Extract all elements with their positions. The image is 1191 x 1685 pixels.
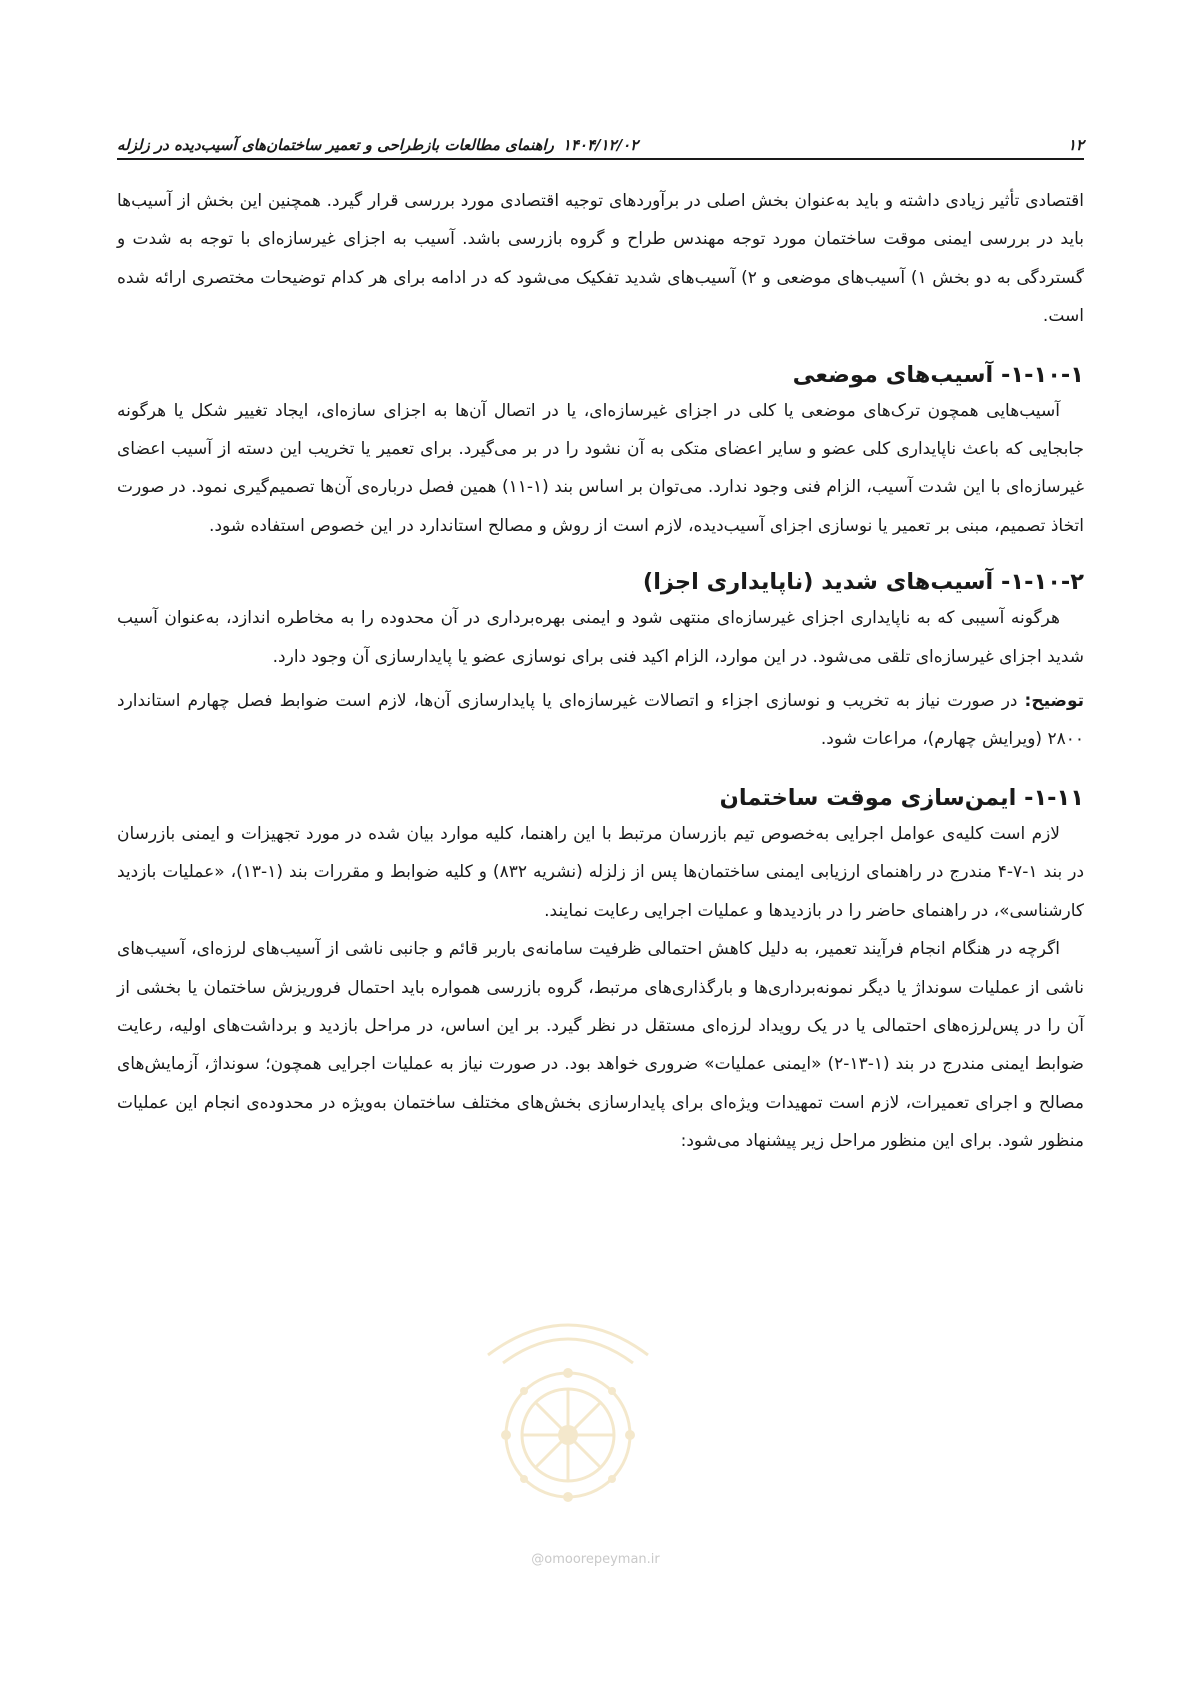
seal-logo-icon [448, 1285, 688, 1515]
running-header [117, 132, 1084, 160]
temporary-safety-paragraph-1: لازم است کلیه‌ی عوامل اجرایی به‌خصوص تیم بازرسان مرتبط با این راهنما، کلیه موارد بیان شده در مورد تجهیزات و ایمنی بازرسان در بند ۱-۷-۴ مندرج در راهنمای ارزیابی ایمنی ساختمان‌ها پس از زلزله (نشریه ۸۳۲) و کلیه ضوابط و مقررات بند (۱-۱۳)، «عملیات بازدید کارشناسی»، در راهنمای حاضر را در بازدیدها و عملیات اجرایی رعایت نمایند. [117, 823, 1085, 921]
note-label: توضیح: [1024, 691, 1084, 712]
section-heading-temporary-safety: ۱-۱۱- ایمن‌سازی موقت ساختمان [719, 784, 1084, 811]
watermark-url: @omoorepeyman.ir [531, 1552, 660, 1567]
severe-damage-paragraph: هرگونه آسیبی که به ناپایداری اجزای غیرسازه‌ای منتهی شود و ایمنی بهره‌برداری در آن محدوده را به مخاطره اندازد، به‌عنوان آسیب شدید اجزای غیرسازه‌ای تلقی می‌شود. در این موارد، الزام اکید فنی برای نوسازی عضو یا پایدارسازی آن وجود دارد. [117, 608, 1084, 667]
local-damage-paragraph: آسیب‌هایی همچون ترک‌های موضعی یا کلی در اجزای غیرسازه‌ای، یا در اتصال آن‌ها به اجزای سازه‌ای، ایجاد تغییر شکل یا هرگونه جابجایی که باعث ناپایداری کلی عضو و سایر اعضای متکی به آن نشود را در بر می‌گیرد. برای تعمیر یا تخریب این دسته از آسیب اعضای غیرسازه‌ای با این شدت آسیب، الزام فنی وجود ندارد. می‌توان بر اساس بند (۱-۱۱) همین فصل درباره‌ی آن‌ها تصمیم‌گیری نمود. در صورت اتخاذ تصمیم، مبنی بر تعمیر یا نوسازی اجزای آسیب‌دیده، لازم است از روش و مصالح استاندارد در این خصوص استفاده شود. [117, 400, 1084, 536]
temporary-safety-paragraph-2: اگرچه در هنگام انجام فرآیند تعمیر، به دلیل کاهش احتمالی ظرفیت سامانه‌ی باربر قائم و جانبی ناشی از آسیب‌های لرزه‌ای، آسیب‌های ناشی از عملیات سونداژ یا دیگر نمونه‌برداری‌ها و بارگذاری‌های مرتبط، گروه بازرسی همواره باید احتمال فروریزش ساختمان یا بخشی از آن را در پس‌لرزه‌های احتمالی یا در یک رویداد لرزه‌ای مستقل در نظر گیرد. بر این اساس، در مراحل بازدید و برداشت‌های اولیه، رعایت ضوابط ایمنی مندرج در بند (۱-۱۳-۲) «ایمنی عملیات» ضروری خواهد بود. در صورت نیاز به عملیات اجرایی همچون؛ سونداژ، آزمایش‌های مصالح و اجرای تعمیرات، لازم است تمهیدات ویژه‌ای برای پایدارسازی بخش‌های مختلف ساختمان به‌ویژه در محدوده‌ی انجام این عملیات منظور شود. برای این منظور مراحل زیر پیشنهاد می‌شود: [117, 939, 1084, 1152]
body-text [117, 182, 1084, 1161]
page-number: ۱۲ [1067, 136, 1084, 154]
intro-paragraph: اقتصادی تأثیر زیادی داشته و باید به‌عنوان بخش اصلی در برآوردهای توجیه اقتصادی مورد بررسی قرار گیرد. همچنین این بخش از آسیب‌ها باید در بررسی ایمنی موقت ساختمان مورد توجه مهندس طراح و گروه بازرسی باشد. آسیب به اجزای غیرسازه‌ای با توجه به شدت و گستردگی به دو بخش ۱) آسیب‌های موضعی و ۲) آسیب‌های شدید تفکیک می‌شود که در ادامه برای هر کدام توضیحات مختصری ارائه شده است. [117, 191, 1084, 327]
header-date: ۱۴۰۴/۱۲/۰۲ [562, 136, 639, 154]
note-paragraph [117, 682, 1084, 759]
note-text: در صورت نیاز به تخریب و نوسازی اجزاء و اتصالات غیرسازه‌ای یا پایدارسازی آن‌ها، لازم است ضوابط فصل چهارم استاندارد ۲۸۰۰ (ویرایش چهارم)، مراعات شود. [117, 691, 1084, 750]
section-heading-severe-damage: ۱-۱۰-۲- آسیب‌های شدید (ناپایداری اجزا) [642, 569, 1084, 596]
header-title: راهنمای مطالعات بازطراحی و تعمیر ساختمان‌های آسیب‌دیده در زلزله [117, 136, 554, 154]
section-heading-local-damage: ۱-۱۰-۱- آسیب‌های موضعی [792, 361, 1084, 388]
